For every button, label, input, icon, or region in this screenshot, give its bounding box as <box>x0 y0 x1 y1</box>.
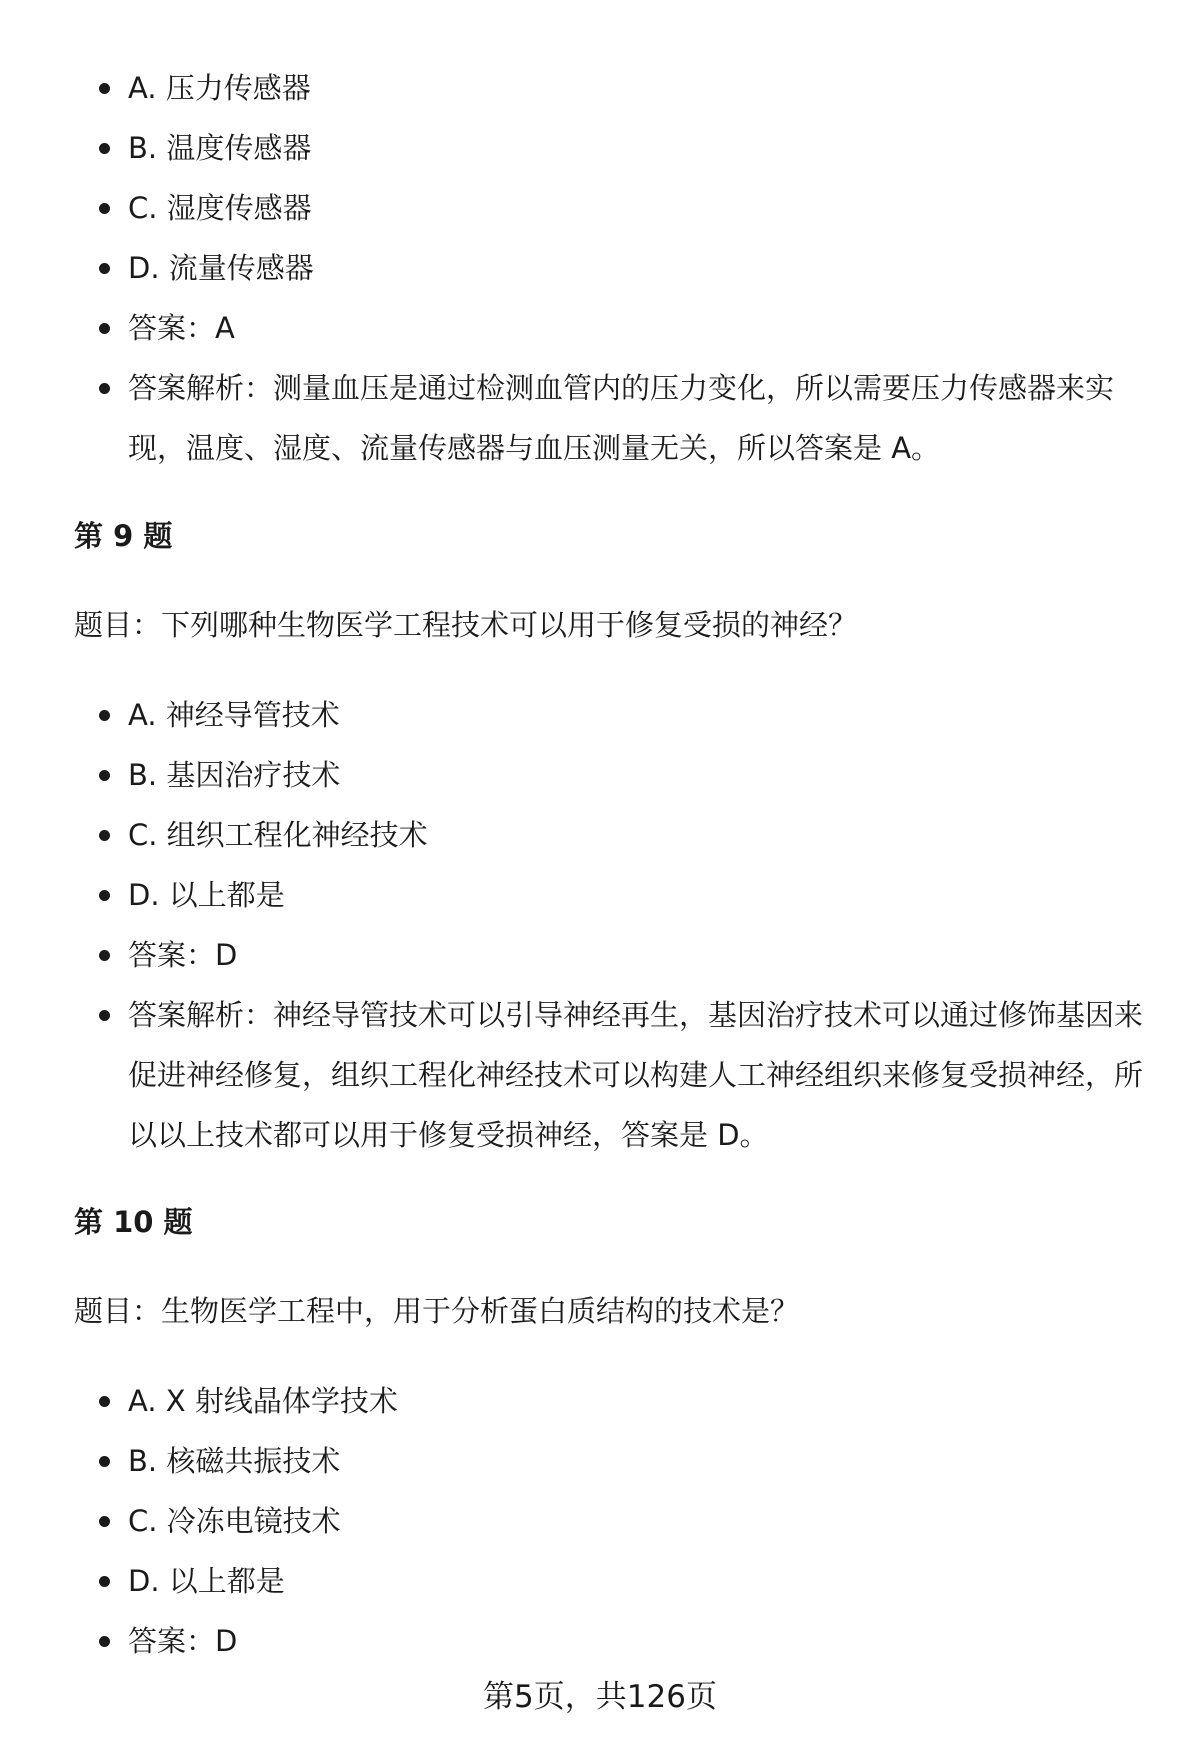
option-d: D. 流量传感器 <box>74 238 1154 298</box>
bullet-dot-icon <box>99 830 110 841</box>
q8-tail <box>74 58 1154 478</box>
q10-stem: 题目：生物医学工程中，用于分析蛋白质结构的技术是？ <box>74 1294 800 1328</box>
option-b: B. 温度传感器 <box>74 118 1154 178</box>
answer: 答案：D <box>74 1611 1154 1671</box>
q9-heading: 第 9 题 <box>74 519 173 553</box>
bullet-dot-icon <box>99 143 110 154</box>
option-a: A. 压力传感器 <box>74 58 1154 118</box>
bullet-dot-icon <box>99 1516 110 1527</box>
bullet-dot-icon <box>99 950 110 961</box>
q10-option-list <box>74 1371 1154 1671</box>
answer-analysis: 答案解析：测量血压是通过检测血管内的压力变化，所以需要压力传感器来实现，温度、湿度、流量传感器与血压测量无关，所以答案是 A。 <box>74 358 1154 478</box>
q10-body <box>74 1371 1154 1671</box>
option-c: C. 组织工程化神经技术 <box>74 805 1154 865</box>
bullet-dot-icon <box>99 323 110 334</box>
q9-stem: 题目：下列哪种生物医学工程技术可以用于修复受损的神经？ <box>74 608 858 642</box>
bullet-dot-icon <box>99 1456 110 1467</box>
bullet-dot-icon <box>99 263 110 274</box>
bullet-dot-icon <box>99 383 110 394</box>
answer: 答案：D <box>74 925 1154 985</box>
bullet-dot-icon <box>99 770 110 781</box>
bullet-dot-icon <box>99 1576 110 1587</box>
answer-analysis: 答案解析：神经导管技术可以引导神经再生，基因治疗技术可以通过修饰基因来促进神经修复，组织工程化神经技术可以构建人工神经组织来修复受损神经，所以以上技术都可以用于修复受损神经，答案是 D。 <box>74 985 1154 1165</box>
bullet-dot-icon <box>99 203 110 214</box>
answer: 答案：A <box>74 298 1154 358</box>
bullet-dot-icon <box>99 1010 110 1021</box>
q9-body <box>74 685 1154 1165</box>
option-a: A. X 射线晶体学技术 <box>74 1371 1154 1431</box>
option-b: B. 基因治疗技术 <box>74 745 1154 805</box>
option-a: A. 神经导管技术 <box>74 685 1154 745</box>
bullet-dot-icon <box>99 710 110 721</box>
bullet-dot-icon <box>99 890 110 901</box>
q8-option-list <box>74 58 1154 478</box>
q10-heading: 第 10 题 <box>74 1205 193 1239</box>
option-c: C. 湿度传感器 <box>74 178 1154 238</box>
bullet-dot-icon <box>99 83 110 94</box>
option-d: D. 以上都是 <box>74 1551 1154 1611</box>
bullet-dot-icon <box>99 1636 110 1647</box>
bullet-dot-icon <box>99 1396 110 1407</box>
option-b: B. 核磁共振技术 <box>74 1431 1154 1491</box>
page-number: 第5页，共126页 <box>483 1679 717 1715</box>
q9-option-list <box>74 685 1154 1165</box>
option-c: C. 冷冻电镜技术 <box>74 1491 1154 1551</box>
option-d: D. 以上都是 <box>74 865 1154 925</box>
